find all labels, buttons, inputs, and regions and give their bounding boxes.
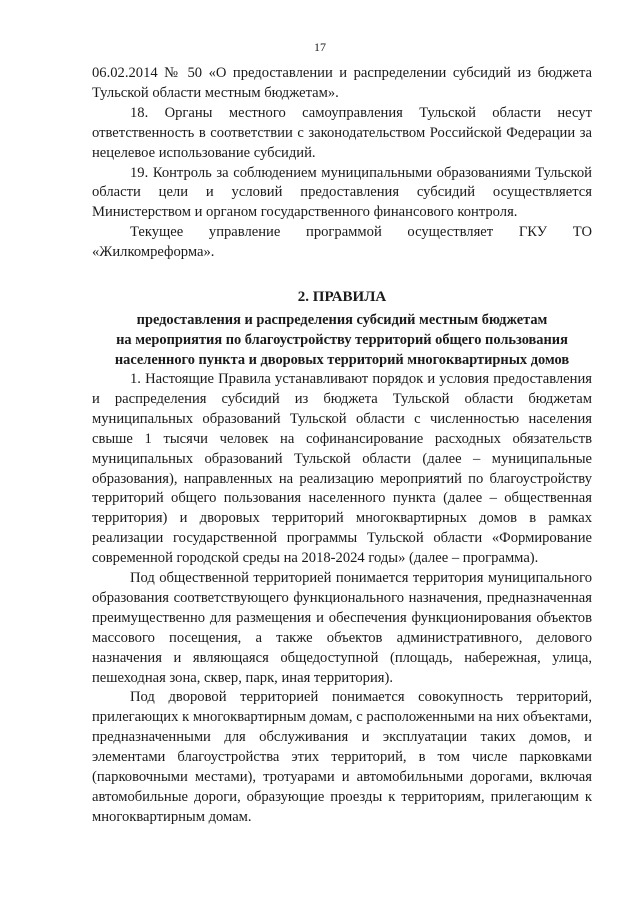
document-body	[92, 64, 592, 828]
page-number: 17	[314, 40, 326, 54]
paragraph-management: Текущее управление программой осуществляет ГКУ ТО «Жилкомреформа».	[92, 224, 592, 261]
paragraph-item-18: 18. Органы местного самоуправления Тульской области несут ответственность в соответствии с законодательством Российской Федерации за нецелевое использование субсидий.	[92, 104, 592, 161]
paragraph-item-19: 19. Контроль за соблюдением муниципальными образованиями Тульской области цели и условий предоставления субсидий осуществляется Министерством и органом государственного финансового контроля.	[92, 164, 592, 221]
paragraph-continuation: 06.02.2014 № 50 «О предоставлении и распределении субсидий из бюджета Тульской области местным бюджетам».	[92, 65, 592, 101]
section-heading	[92, 288, 592, 370]
section-title: 2. ПРАВИЛА	[297, 289, 387, 306]
paragraph-rules-1: 1. Настоящие Правила устанавливают порядок и условия предоставления и распределения субсидий из бюджета Тульской области бюджетам муниципальных образований Тульской области с численностью населения свыше 1 тысячи человек на софинансирование расходных обязательств муниципальных образований Тульской области (далее – муниципальные образования), направленных на реализацию мероприятий по благоустройству территорий общего пользования населенного пункта (далее – общественная территория) и дворовых территорий многоквартирных домов в рамках реализации государственной программы Тульской области «Формирование современной городской среды на 2018-2024 годы» (далее – программа).	[92, 370, 592, 567]
section-subtitle-line: предоставления и распределения субсидий местным бюджетам	[136, 311, 548, 328]
section-subtitle-line: населенного пункта и дворовых территорий многоквартирных домов	[114, 351, 570, 368]
section-subtitle-line: на мероприятия по благоустройству территорий общего пользования	[116, 331, 568, 348]
paragraph-yard-territory: Под дворовой территорией понимается совокупность территорий, прилегающих к многоквартирным домам, с расположенными на них объектами, предназначенными для обслуживания и эксплуатации таких домов, и элементами благоустройства этих территорий, в том числе парковками (парковочными местами), тротуарами и автомобильными дорогами, включая автомобильные дороги, образующие проезды к территориям, прилегающим к многоквартирным домам.	[92, 689, 592, 825]
paragraph-public-territory: Под общественной территорией понимается территория муниципального образования соответствующего функционального назначения, предназначенная преимущественно для размещения и обеспечения функционирования объектов массового посещения, а также объектов административного, делового назначения и являющаяся общедоступной (площадь, набережная, улица, пешеходная зона, сквер, парк, иная территория).	[92, 570, 592, 686]
